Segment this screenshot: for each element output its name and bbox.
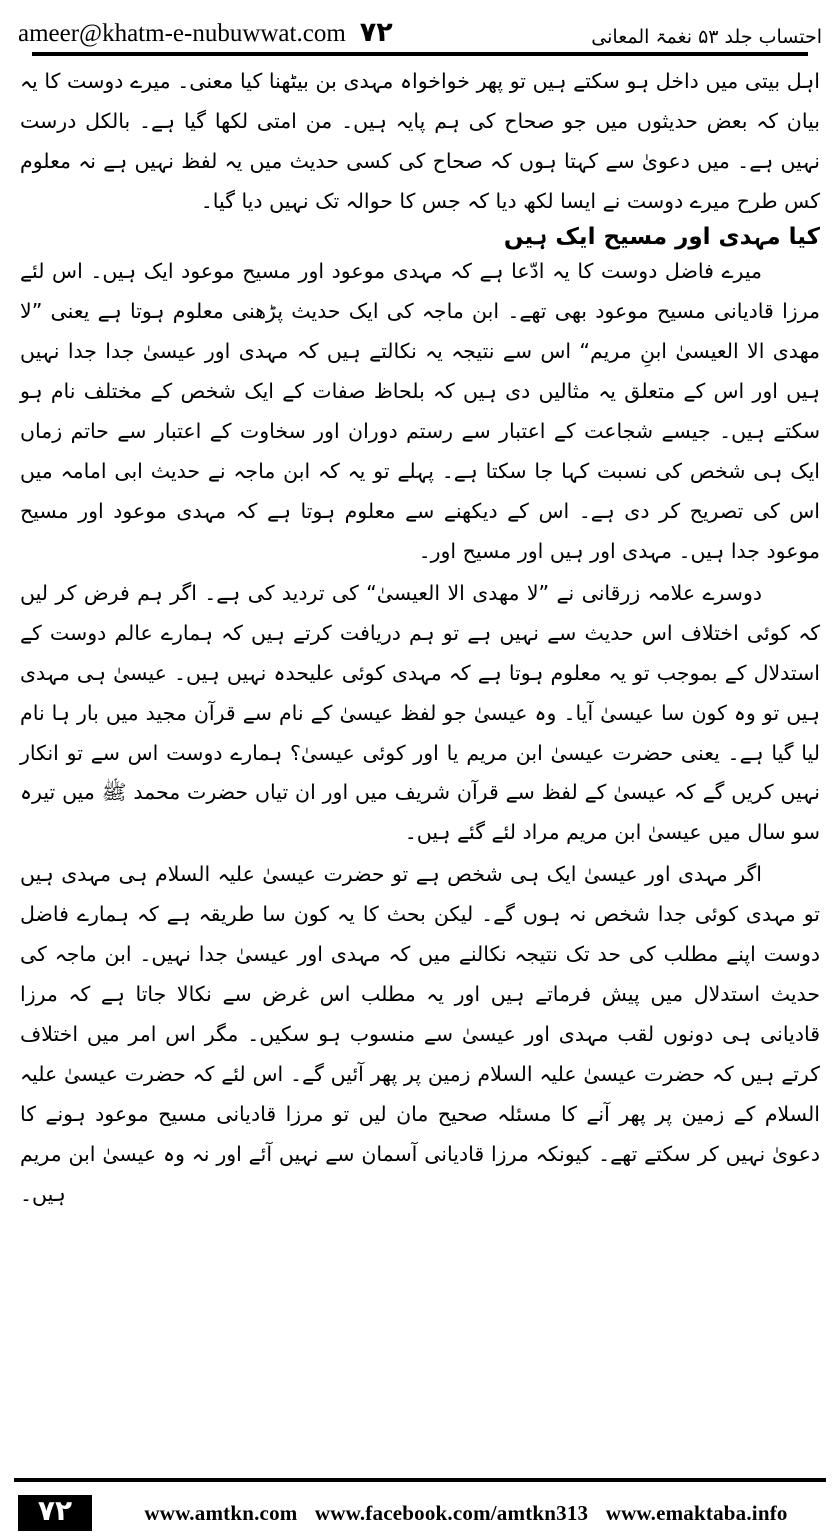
book-reference: احتساب جلد ۵۳ نغمۃ المعانی [591, 26, 822, 48]
footer-links [110, 1501, 822, 1526]
header-left-group [18, 17, 393, 48]
footer-link-website[interactable]: www.amtkn.com [144, 1500, 298, 1525]
paragraph: میرے فاضل دوست کا یہ ادّعا ہے کہ مہدی موعود اور مسیح موعود ایک ہیں۔ اس لئے مرزا قادیانی مسیح موعود بھی تھے۔ ابن ماجہ کی ایک حدیث پڑھنی معلوم ہوتا ہے یعنی ”لا مهدی الا العیسیٰ ابنِ مریم“ اس سے نتیجہ یہ نکالتے ہیں کہ مہدی اور عیسیٰ جدا جدا نہیں ہیں اور اس کے متعلق یہ مثالیں دی ہیں کہ بلحاظ صفات کے ایک شخص کے مختلف نام ہو سکتے ہیں۔ جیسے شجاعت کے اعتبار سے رستم دوران اور سخاوت کے اعتبار سے حاتم زماں ایک ہی شخص کی نسبت کہا جا سکتا ہے۔ پہلے تو یہ کہ ابن ماجہ نے حدیث ابی امامہ میں اس کی تصریح کر دی ہے۔ اس کے دیکھنے سے معلوم ہوتا ہے کہ مہدی موعود اور مسیح موعود جدا ہیں۔ مہدی اور ہیں اور مسیح اور۔ [20, 258, 820, 563]
footer-divider [14, 1478, 826, 1482]
footer-link-emaktaba[interactable]: www.emaktaba.info [605, 1500, 788, 1525]
section-heading: کیا مہدی اور مسیح ایک ہیں [503, 223, 820, 250]
page-header [0, 0, 840, 56]
paragraph: اہل بیتی میں داخل ہو سکتے ہیں تو پھر خواخواہ مہدی بن بیٹھنا کیا معنی۔ میرے دوست کا یہ بیان کہ بعض حدیثوں میں جو صحاح کی ہم پایہ ہیں۔ من امتی لکھا گیا ہے۔ بالکل درست نہیں ہے۔ میں دعویٰ سے کہتا ہوں کہ صحاح کی کسی حدیث میں یہ لفظ نہیں ہے نہ معلوم کس طرح میرے دوست نے ایسا لکھ دیا کہ جس کا حوالہ تک نہیں دیا گیا۔ [20, 69, 820, 213]
contact-email: ameer@khatm-e-nubuwwat.com [18, 20, 346, 47]
header-row [18, 6, 822, 48]
paragraph: اگر مہدی اور عیسیٰ ایک ہی شخص ہے تو حضرت عیسیٰ علیہ السلام ہی مہدی ہیں تو مہدی کوئی جدا شخص نہ ہوں گے۔ لیکن بحث کا یہ کون سا طریقہ ہے کہ ہمارے فاضل دوست اپنے مطلب کی حد تک نتیجہ نکالنے میں کہ مہدی اور عیسیٰ جدا نہیں۔ ابن ماجہ کی حدیث استدلال میں پیش فرماتے ہیں اور یہ مطلب اس غرض سے نکالا جاتا ہے کہ مرزا قادیانی ہی دونوں لقب مہدی اور عیسیٰ سے منسوب ہو سکیں۔ مگر اس امر میں اختلاف کرتے ہیں کہ حضرت عیسیٰ علیہ السلام زمین پر پھر آئیں گے۔ اس لئے کہ حضرت عیسیٰ علیہ السلام کے زمین پر پھر آنے کا مسئلہ صحیح مان لیں تو مرزا قادیانی مسیح موعود ہونے کا دعویٰ نہیں کر سکتے تھے۔ کیونکہ مرزا قادیانی آسمان سے نہیں آئے اور نہ وہ عیسیٰ ابن مریم ہیں۔ [20, 862, 820, 1207]
page-footer [0, 1478, 840, 1540]
footer-content [0, 1487, 840, 1531]
header-divider [32, 52, 808, 56]
page-body [0, 56, 840, 1478]
footer-link-facebook[interactable]: www.facebook.com/amtkn313 [314, 1500, 589, 1525]
paragraph: دوسرے علامہ زرقانی نے ”لا مهدی الا العیسیٰ“ کی تردید کی ہے۔ اگر ہم فرض کر لیں کہ کوئی اختلاف اس حدیث سے نہیں ہے تو ہم دریافت کرتے ہیں کہ ہمارے عالم دوست کے استدلال کے بموجب تو یہ معلوم ہوتا ہے کہ مہدی کوئی علیحدہ نہیں ہیں۔ عیسیٰ ہی مہدی ہیں تو وہ کون سا عیسیٰ آیا۔ وہ عیسیٰ جو لفظ عیسیٰ کے نام سے قرآن مجید میں بار ہا نام لیا گیا ہے۔ یعنی حضرت عیسیٰ ابن مریم یا اور کوئی عیسیٰ؟ ہمارے دوست اس سے تو انکار نہیں کریں گے کہ عیسیٰ کے لفظ سے قرآن شریف میں اور ان تیاں حضرت محمد ﷺ میں تیرہ سو سال میں عیسیٰ ابن مریم مراد لئے گئے ہیں۔ [20, 580, 820, 845]
header-page-number: ۷۲ [359, 17, 393, 48]
footer-page-number: ۷۲ [18, 1495, 92, 1531]
